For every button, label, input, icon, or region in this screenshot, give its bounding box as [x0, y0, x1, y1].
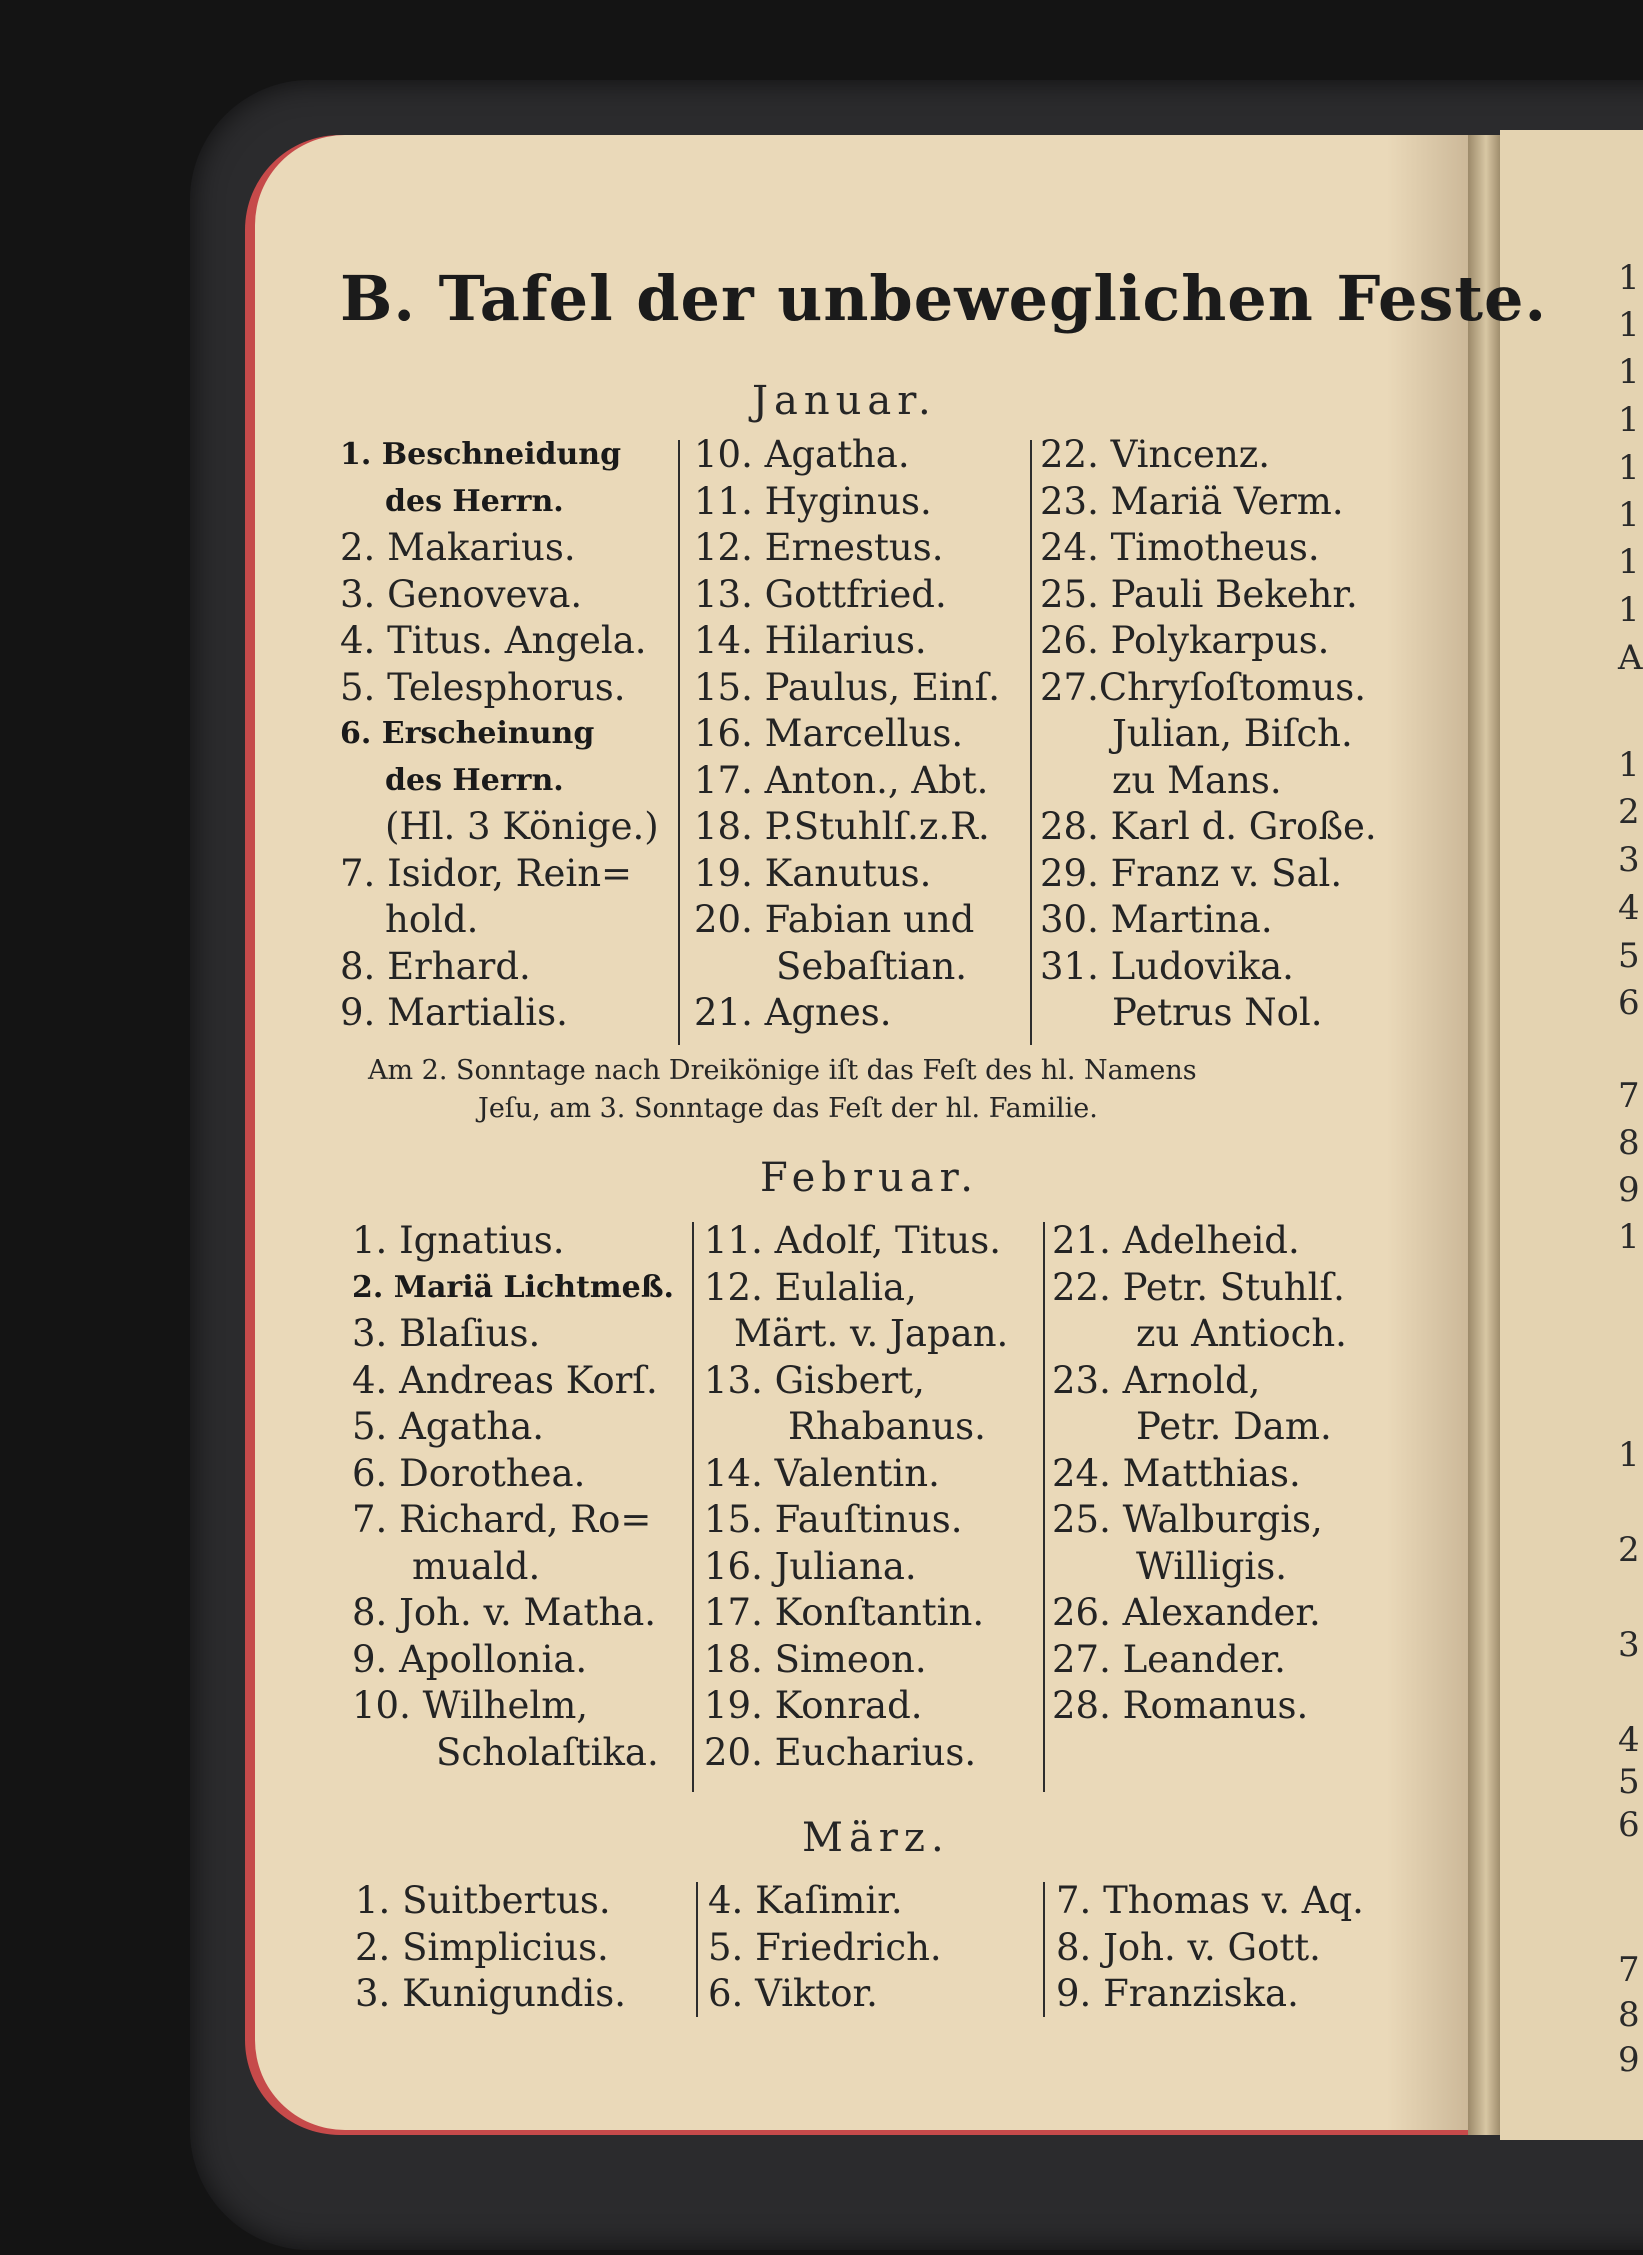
- list-item: 21. Adelheid.: [1052, 1219, 1300, 1262]
- edge-digit: 1: [1618, 448, 1640, 488]
- list-item: 16. Marcellus.: [694, 712, 964, 755]
- edge-digit: 8: [1618, 1123, 1640, 1163]
- edge-digit: 4: [1618, 1720, 1640, 1760]
- februar-col-3: [1052, 1218, 1347, 1730]
- list-item: 2. Makarius.: [340, 526, 576, 569]
- list-item: 12. Ernestus.: [694, 526, 944, 569]
- list-item: 5. Agatha.: [352, 1405, 545, 1448]
- list-item: muald.: [412, 1544, 541, 1588]
- edge-digit: 9: [1618, 2040, 1640, 2080]
- februar-col-1: [352, 1218, 674, 1776]
- list-item: 2. Mariä Lichtmeß.: [352, 1269, 674, 1305]
- column-divider: [1030, 440, 1032, 1045]
- list-item: 13. Gottfried.: [694, 572, 947, 616]
- list-item: 23. Arnold,: [1052, 1358, 1261, 1402]
- list-item: 16. Juliana.: [704, 1544, 917, 1588]
- list-item: 12. Eulalia,: [704, 1265, 917, 1309]
- list-item: (Hl. 3 Könige.): [385, 805, 659, 848]
- list-item: 3. Blaſius.: [352, 1312, 541, 1355]
- edge-digit: A: [1618, 638, 1643, 678]
- list-item: 8. Erhard.: [340, 944, 531, 988]
- edge-digit: 5: [1618, 1762, 1640, 1802]
- column-divider: [1043, 1222, 1045, 1792]
- list-item: Julian, Biſch.: [1112, 712, 1353, 755]
- januar-note-line-2: Jeſu, am 3. Sonntage das Feſt der hl. Familie.: [478, 1093, 1098, 1124]
- edge-digit: 2: [1618, 792, 1640, 832]
- list-item: 20. Eucharius.: [704, 1730, 977, 1774]
- edge-digit: 1: [1618, 1435, 1640, 1475]
- list-item: 18. P.Stuhlſ.z.R.: [694, 805, 990, 848]
- list-item: 1. Beschneidung: [340, 437, 622, 472]
- edge-digit: 9: [1618, 1170, 1640, 1210]
- list-item: 6. Erscheinung: [340, 716, 595, 751]
- edge-digit: 1: [1618, 590, 1640, 630]
- list-item: 28. Romanus.: [1052, 1684, 1309, 1727]
- list-item: zu Antioch.: [1136, 1312, 1347, 1355]
- month-heading-januar: Januar.: [752, 378, 937, 424]
- list-item: 1. Suitbertus.: [355, 1879, 611, 1922]
- list-item: 9. Apollonia.: [352, 1637, 588, 1681]
- column-divider: [1043, 1882, 1045, 2017]
- list-item: 17. Anton., Abt.: [694, 758, 989, 802]
- list-item: 2. Simplicius.: [355, 1925, 609, 1969]
- edge-digit: 6: [1618, 983, 1640, 1023]
- edge-digit: 7: [1618, 1076, 1640, 1116]
- edge-digit: 2: [1618, 1530, 1640, 1570]
- list-item: 10. Wilhelm,: [352, 1684, 589, 1727]
- list-item: 4. Titus. Angela.: [340, 619, 647, 662]
- januar-col-1: [340, 432, 659, 1037]
- list-item: des Herrn.: [385, 762, 564, 798]
- list-item: 14. Hilarius.: [694, 619, 927, 662]
- list-item: 6. Dorothea.: [352, 1451, 586, 1495]
- list-item: 24. Timotheus.: [1040, 526, 1320, 569]
- list-item: Petrus Nol.: [1112, 991, 1323, 1034]
- list-item: 26. Polykarpus.: [1040, 619, 1330, 662]
- list-item: 7. Richard, Ro=: [352, 1498, 652, 1541]
- edge-digit: 3: [1618, 840, 1640, 880]
- list-item: 24. Matthias.: [1052, 1451, 1301, 1495]
- list-item: 3. Kunigundis.: [355, 1972, 626, 2015]
- list-item: 25. Pauli Bekehr.: [1040, 572, 1358, 616]
- edge-digit: 1: [1618, 400, 1640, 440]
- list-item: 8. Joh. v. Matha.: [352, 1591, 657, 1634]
- list-item: 1. Ignatius.: [352, 1219, 565, 1262]
- list-item: 29. Franz v. Sal.: [1040, 851, 1343, 895]
- list-item: 3. Genoveva.: [340, 572, 583, 616]
- list-item: 18. Simeon.: [704, 1637, 927, 1681]
- list-item: Märt. v. Japan.: [734, 1312, 1009, 1355]
- list-item: 27. Leander.: [1052, 1637, 1286, 1681]
- list-item: 25. Walburgis,: [1052, 1498, 1323, 1541]
- list-item: Sebaſtian.: [776, 944, 968, 988]
- list-item: Willigis.: [1136, 1544, 1287, 1588]
- list-item: 21. Agnes.: [694, 991, 892, 1034]
- column-divider: [696, 1882, 698, 2017]
- januar-col-3: [1040, 432, 1377, 1037]
- list-item: 15. Fauſtinus.: [704, 1498, 963, 1541]
- edge-digit: 7: [1618, 1950, 1640, 1990]
- list-item: 6. Viktor.: [708, 1972, 878, 2015]
- list-item: 5. Telesphorus.: [340, 665, 626, 709]
- edge-digit: 1: [1618, 258, 1640, 298]
- edge-digit: 4: [1618, 888, 1640, 928]
- list-item: 26. Alexander.: [1052, 1591, 1321, 1634]
- edge-digit: 5: [1618, 936, 1640, 976]
- list-item: hold.: [385, 898, 479, 941]
- list-item: 8. Joh. v. Gott.: [1056, 1925, 1321, 1969]
- list-item: 4. Andreas Korſ.: [352, 1358, 658, 1402]
- list-item: 20. Fabian und: [694, 898, 975, 941]
- maerz-col-1: [355, 1878, 626, 2018]
- edge-digit: 1: [1618, 305, 1640, 345]
- edge-digit: 3: [1618, 1625, 1640, 1665]
- list-item: 28. Karl d. Große.: [1040, 805, 1377, 848]
- list-item: Rhabanus.: [788, 1405, 986, 1448]
- februar-col-2: [704, 1218, 1008, 1776]
- edge-digit: 1: [1618, 745, 1640, 785]
- maerz-col-3: [1056, 1878, 1364, 2018]
- januar-col-2: [694, 432, 1000, 1037]
- list-item: 11. Hyginus.: [694, 479, 932, 523]
- column-divider: [692, 1222, 694, 1792]
- month-heading-februar: Februar.: [760, 1155, 980, 1201]
- list-item: 22. Vincenz.: [1040, 433, 1271, 476]
- column-divider: [678, 440, 680, 1045]
- edge-digit: 8: [1618, 1995, 1640, 2035]
- list-item: 23. Mariä Verm.: [1040, 479, 1344, 523]
- edge-digit: 6: [1618, 1805, 1640, 1845]
- list-item: 22. Petr. Stuhlſ.: [1052, 1265, 1345, 1309]
- list-item: Petr. Dam.: [1136, 1405, 1332, 1448]
- list-item: 17. Konſtantin.: [704, 1591, 985, 1634]
- list-item: 10. Agatha.: [694, 433, 910, 476]
- maerz-col-2: [708, 1878, 942, 2018]
- list-item: 9. Martialis.: [340, 991, 568, 1034]
- book-gutter: [1468, 135, 1504, 2135]
- page-title: B. Tafel der unbeweglichen Feste.: [340, 262, 1548, 335]
- list-item: zu Mans.: [1112, 758, 1282, 802]
- list-item: 9. Franziska.: [1056, 1972, 1299, 2015]
- list-item: 31. Ludovika.: [1040, 944, 1294, 988]
- list-item: 27.Chryſoſtomus.: [1040, 665, 1367, 709]
- month-heading-maerz: März.: [802, 1815, 950, 1861]
- januar-note-line-1: Am 2. Sonntage nach Dreikönige iſt das Feſt des hl. Namens: [368, 1055, 1197, 1086]
- list-item: 11. Adolf, Titus.: [704, 1219, 1001, 1262]
- list-item: 5. Friedrich.: [708, 1925, 942, 1969]
- list-item: des Herrn.: [385, 483, 564, 519]
- edge-digit: 1: [1618, 495, 1640, 535]
- list-item: 13. Gisbert,: [704, 1358, 925, 1402]
- edge-digit: 1: [1618, 352, 1640, 392]
- list-item: 19. Konrad.: [704, 1684, 923, 1727]
- list-item: 30. Martina.: [1040, 898, 1273, 941]
- list-item: 4. Kaſimir.: [708, 1879, 903, 1922]
- list-item: 7. Isidor, Rein=: [340, 851, 633, 895]
- edge-digit: 1: [1618, 1217, 1640, 1257]
- list-item: Scholaſtika.: [436, 1730, 659, 1774]
- next-page-edge: [1500, 130, 1643, 2140]
- list-item: 15. Paulus, Einſ.: [694, 665, 1001, 709]
- edge-digit: 1: [1618, 542, 1640, 582]
- list-item: 19. Kanutus.: [694, 851, 932, 895]
- list-item: 7. Thomas v. Aq.: [1056, 1879, 1364, 1922]
- list-item: 14. Valentin.: [704, 1451, 940, 1495]
